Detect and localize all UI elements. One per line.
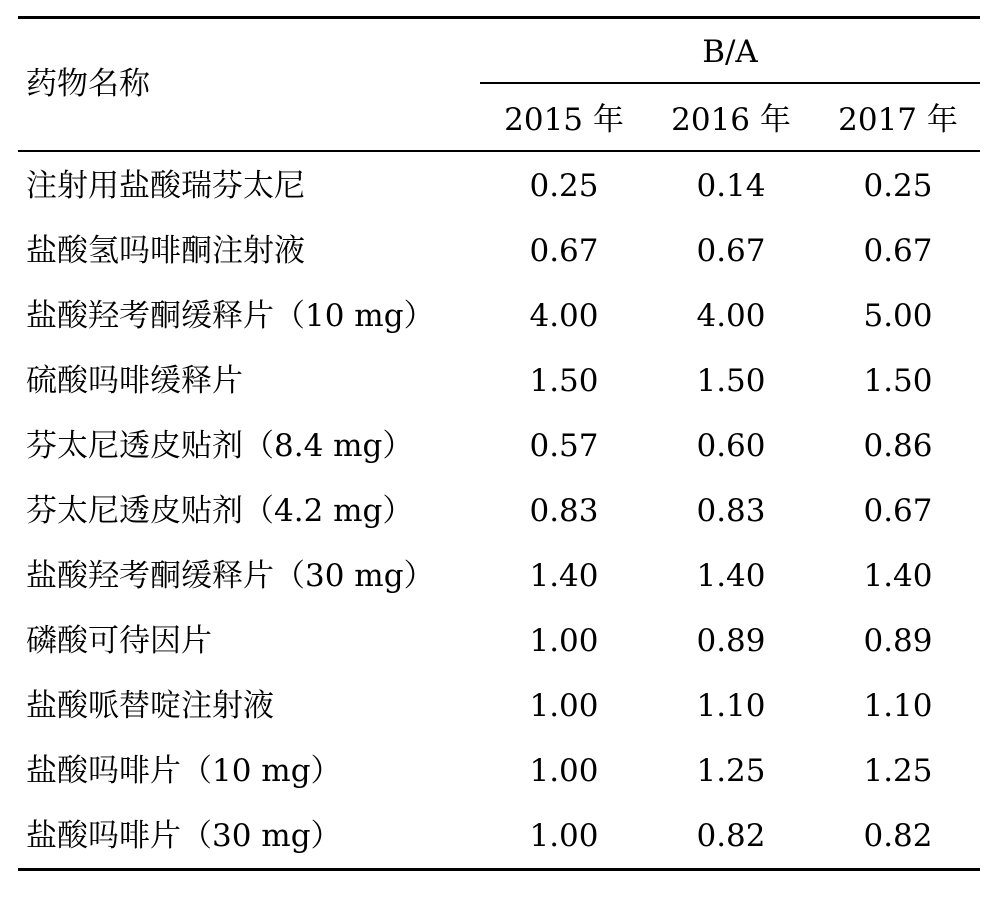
- ratio-value-cell: 0.82: [696, 818, 766, 854]
- drug-name-cell: 芬太尼透皮贴剂（4.2 mg）: [26, 493, 414, 529]
- ratio-value-cell: 0.67: [863, 233, 933, 269]
- ratio-value-cell: 0.89: [863, 623, 933, 659]
- ratio-value-cell: 0.60: [696, 428, 766, 464]
- ratio-value-cell: 1.40: [696, 558, 766, 594]
- table-bottom-rule: [18, 868, 980, 871]
- drug-name-cell: 注射用盐酸瑞芬太尼: [26, 168, 305, 204]
- ratio-value-cell: 5.00: [863, 298, 933, 334]
- drug-name-cell: 硫酸吗啡缓释片: [26, 363, 243, 399]
- ratio-value-cell: 0.67: [529, 233, 599, 269]
- ratio-value-cell: 1.00: [529, 818, 599, 854]
- drug-name-cell: 盐酸氢吗啡酮注射液: [26, 233, 305, 269]
- column-header-year-2016: 2016 年: [671, 102, 791, 138]
- ratio-value-cell: 0.67: [696, 233, 766, 269]
- ratio-value-cell: 0.83: [696, 493, 766, 529]
- ratio-value-cell: 0.14: [696, 168, 766, 204]
- drug-name-cell: 盐酸吗啡片（10 mg）: [26, 753, 342, 789]
- column-header-year-2017: 2017 年: [838, 102, 958, 138]
- ratio-value-cell: 1.10: [863, 688, 933, 724]
- ratio-value-cell: 0.67: [863, 493, 933, 529]
- drug-name-cell: 盐酸吗啡片（30 mg）: [26, 818, 342, 854]
- drug-name-cell: 芬太尼透皮贴剂（8.4 mg）: [26, 428, 414, 464]
- ratio-value-cell: 0.83: [529, 493, 599, 529]
- ratio-value-cell: 0.89: [696, 623, 766, 659]
- drug-name-cell: 盐酸羟考酮缓释片（10 mg）: [26, 298, 435, 334]
- ratio-value-cell: 1.50: [696, 363, 766, 399]
- drug-name-cell: 磷酸可待因片: [26, 623, 212, 659]
- drug-name-cell: 盐酸哌替啶注射液: [26, 688, 274, 724]
- ratio-value-cell: 1.00: [529, 623, 599, 659]
- ratio-value-cell: 1.50: [863, 363, 933, 399]
- ratio-value-cell: 1.10: [696, 688, 766, 724]
- table-top-rule: [18, 16, 980, 19]
- ratio-value-cell: 0.86: [863, 428, 933, 464]
- group-header-rule: [480, 82, 980, 84]
- header-bottom-rule: [18, 150, 980, 152]
- column-header-drug-name: 药物名称: [26, 66, 150, 102]
- drug-name-cell: 盐酸羟考酮缓释片（30 mg）: [26, 558, 435, 594]
- ratio-value-cell: 0.57: [529, 428, 599, 464]
- ratio-value-cell: 1.40: [863, 558, 933, 594]
- ratio-value-cell: 0.82: [863, 818, 933, 854]
- ratio-value-cell: 1.25: [863, 753, 933, 789]
- ratio-value-cell: 1.00: [529, 688, 599, 724]
- ratio-value-cell: 0.25: [529, 168, 599, 204]
- ratio-value-cell: 0.25: [863, 168, 933, 204]
- ratio-value-cell: 4.00: [696, 298, 766, 334]
- ratio-value-cell: 1.40: [529, 558, 599, 594]
- ratio-value-cell: 1.50: [529, 363, 599, 399]
- column-header-year-2015: 2015 年: [504, 102, 624, 138]
- ratio-value-cell: 4.00: [529, 298, 599, 334]
- column-group-header: B/A: [702, 34, 758, 70]
- ratio-value-cell: 1.00: [529, 753, 599, 789]
- ratio-value-cell: 1.25: [696, 753, 766, 789]
